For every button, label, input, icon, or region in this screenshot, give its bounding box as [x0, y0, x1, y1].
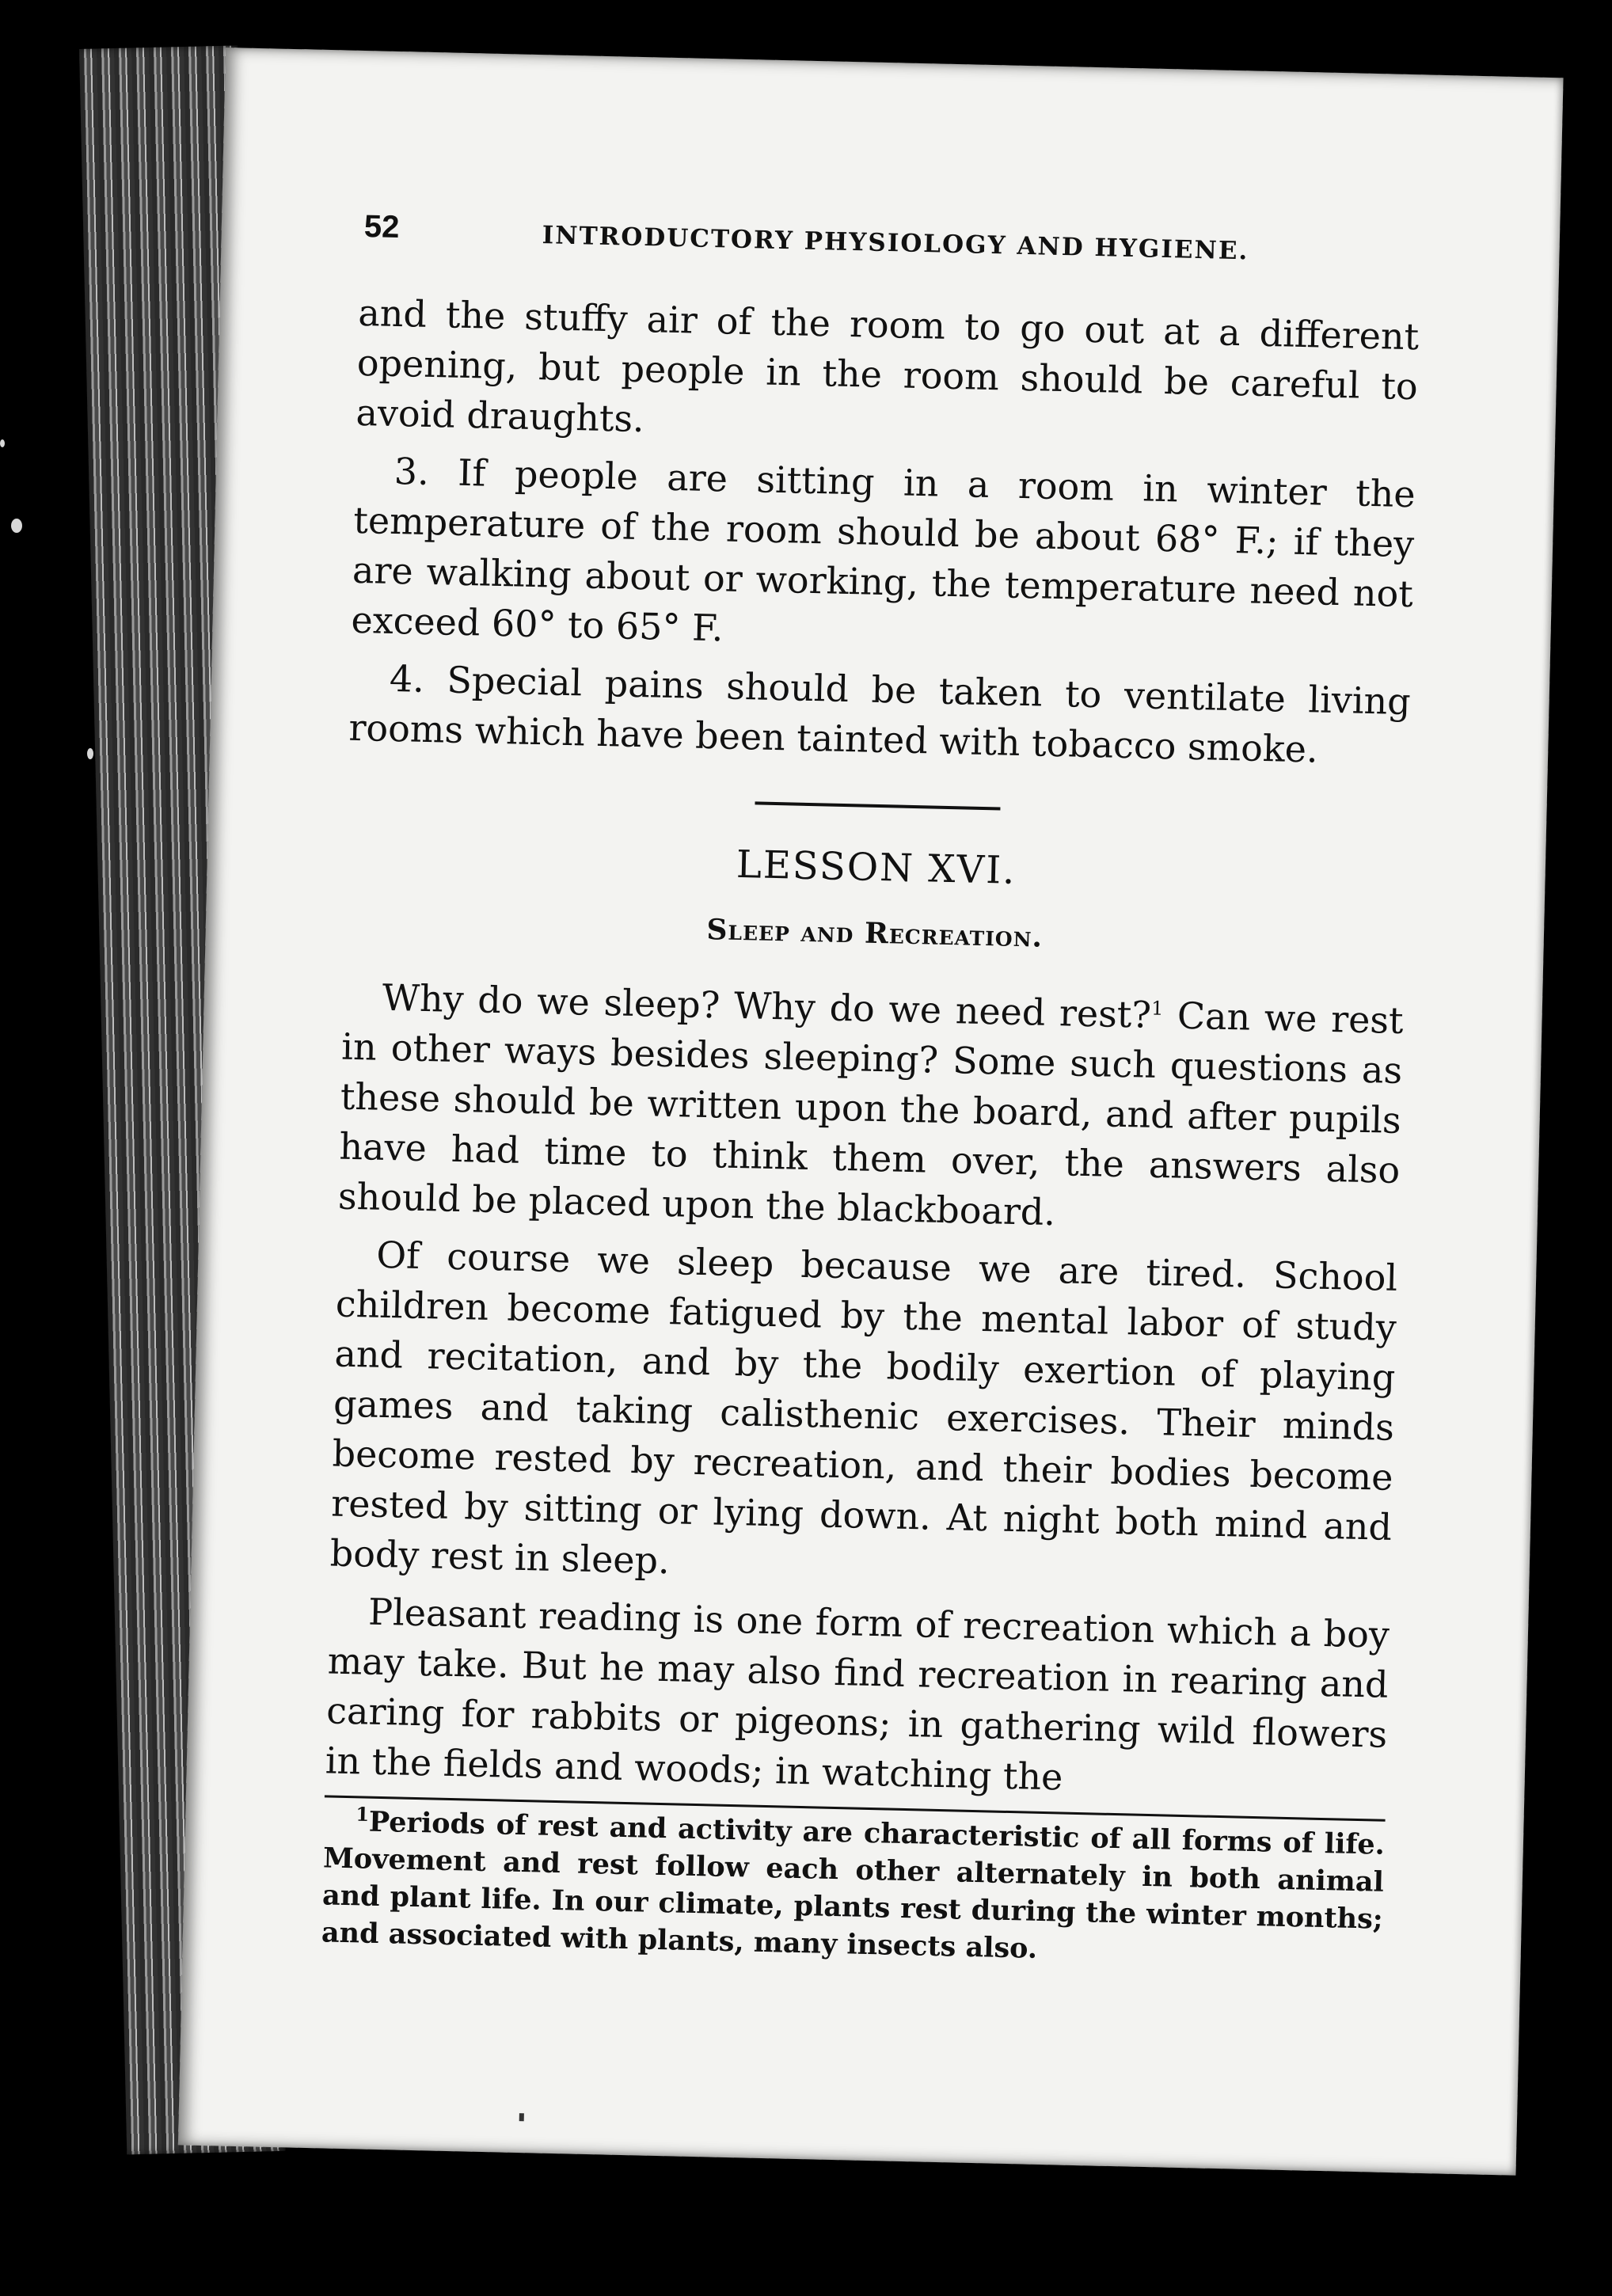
paragraph-continuation: and the stuffy air of the room to go out at a different opening, but people in the room should be careful to avoid draughts. [355, 291, 1420, 441]
lesson-paragraph-1-start: Why do we sleep? Why do we need rest? [382, 975, 1152, 1036]
running-head [363, 209, 1425, 280]
lesson-paragraph-1 [337, 972, 1404, 1245]
lesson-title: LESSON XVI. [736, 842, 1017, 893]
lesson-paragraph-3: Pleasant reading is one form of recreation which a boy may take. But he may also find recreation in rearing and caring for rabbits or pigeons; in gathering wild flowers in the fields and woods; in watching the [325, 1590, 1390, 1799]
page-number: 52 [363, 209, 400, 245]
footnote [321, 1802, 1385, 1975]
running-head-title: INTRODUCTORY PHYSIOLOGY AND HYGIENE. [542, 221, 1249, 266]
footnote-mark: 1 [355, 1802, 370, 1827]
footnote-text: Periods of rest and activity are characteristic of all forms of life. Movement and rest follow each other alternately in both animal and plant life. In our climate, plants rest during the winter months; and associated with plants, many insects also. [321, 1805, 1386, 1965]
background-speck [11, 519, 22, 533]
background-speck [87, 748, 93, 759]
lesson-subtitle: Sleep and Recreation. [706, 913, 1044, 954]
page-body [321, 288, 1420, 1983]
paragraph-item-4: 4. Special pains should be taken to ventilate living rooms which have been tainted with tobacco smoke. [348, 656, 1412, 771]
right-shadow [1582, 79, 1612, 2296]
lesson-paragraph-1-rest: Can we rest in other ways besides sleeping? Some such questions as these should be written upon the board, and after pupils have had time to think them over, the answers also should be placed upon the blackboard. [337, 994, 1405, 1234]
paragraph-item-3: 3. If people are sitting in a room in winter the temperature of the room should be about 68° F.; if they are walking about or working, the temperature need not exceed 60° to 65° F. [351, 449, 1416, 650]
lesson-paragraph-2: Of course we sleep because we are tired. School children become fatigued by the mental labor of study and recitation, and by the bodily exertion of playing games and taking calisthenic exercises. Their minds become rested by recreation, and their bodies become rested by sitting or lying down. At night both mind and body rest in sleep. [329, 1233, 1398, 1583]
book-page [178, 48, 1564, 2176]
section-divider [755, 801, 1000, 810]
page-blemish [519, 2113, 524, 2121]
background-speck [0, 439, 5, 447]
footnote-reference: 1 [1150, 997, 1164, 1020]
